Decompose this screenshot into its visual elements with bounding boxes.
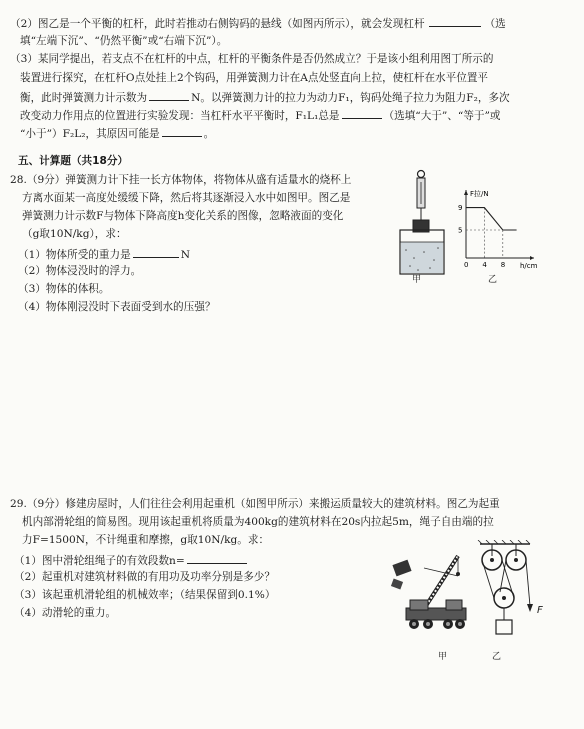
q27-line2: 填“左端下沉”、“仍然平衡”或“右端下沉”）。 <box>20 35 228 47</box>
x-tick-label: 8 <box>500 261 506 269</box>
answer-blank[interactable] <box>429 16 481 27</box>
answer-blank[interactable] <box>133 247 179 258</box>
q28-sub2: （2）物体浸没时的浮力。 <box>18 265 142 277</box>
q27-line5: 衡，此时弹簧测力计示数为 N。以弹簧测力计的拉力为动力F₁，钩码处绳子拉力为阻力F₂，多次 <box>20 92 510 104</box>
x-tick-label: 4 <box>482 261 487 269</box>
crane-figure <box>384 550 476 640</box>
answer-blank[interactable] <box>162 126 202 137</box>
q27-line3: （3）某同学提出，若支点不在杠杆的中点，杠杆的平衡条件是否仍然成立？于是该小组利用图丁所示的 <box>10 53 494 65</box>
fig-label-jia-crane: 甲 <box>438 652 448 662</box>
q28-line3: 弹簧测力计示数F与物体下降高度h变化关系的图像，忽略液面的变化 <box>22 210 344 222</box>
answer-blank[interactable] <box>187 553 247 564</box>
x-axis-label: h/cm <box>520 262 538 270</box>
q29-sub1: （1）图中滑轮组绳子的有效段数n= <box>14 553 247 568</box>
fig-label-yi: 乙 <box>488 275 498 285</box>
fig-label-jia: 甲 <box>412 275 422 285</box>
y-axis-label: F拉/N <box>470 190 489 198</box>
q29-line3: 力F=1500N，不计绳重和摩擦，g取10N/kg。求： <box>22 534 270 546</box>
building-material-block <box>496 620 512 634</box>
q27-line6: 改变动力作用点的位置进行实验发现：当杠杆水平平衡时，F₁L₁总是 （选填“大于”、“等于”或 <box>20 110 501 122</box>
q29-line2: 机内部滑轮组的简易图。现用该起重机将质量为400kg的建筑材料在20s内拉起5m，绳子自由端的拉 <box>22 516 494 528</box>
fig-label-yi-pulley: 乙 <box>492 652 502 662</box>
q28-sub1: （1）物体所受的重力是 N <box>18 249 190 261</box>
q29-sub3: （3）该起重机滑轮组的机械效率；（结果保留到0.1%） <box>14 589 276 601</box>
q27-line4: 装置进行探究，在杠杆O点处挂上2个钩码，用弹簧测力计在A点处竖直向上拉，使杠杆在水平位置平 <box>20 72 489 84</box>
x-tick-label: 0 <box>464 261 469 269</box>
y-tick-label: 5 <box>458 226 463 235</box>
answer-blank[interactable] <box>342 108 382 119</box>
q28-sub3: （3）物体的体积。 <box>18 283 110 295</box>
q27-line1: （2）图乙是一个平衡的杠杆，此时若推动右侧钩码的悬线（如图丙所示），就会发现杠杆 （选 <box>10 18 506 30</box>
q28-line2: 方离水面某一高度处缓缓下降，然后将其逐渐浸入水中如图甲。图乙是 <box>22 192 351 204</box>
series-line <box>466 208 517 230</box>
y-tick-label: 9 <box>458 204 463 213</box>
q28-line1: 28.（9分）弹簧测力计下挂一长方体物体，将物体从盛有适量水的烧杯上 <box>10 174 352 186</box>
q28-sub4: （4）物体刚浸没时下表面受到水的压强？ <box>18 301 216 313</box>
q28-line4: （g取10N/kg），求： <box>22 228 127 240</box>
pulley-block-figure <box>472 540 552 645</box>
q29-sub2: （2）起重机对建筑材料做的有用功及功率分别是多少？ <box>14 571 275 583</box>
section-title: 五、计算题（共18分） <box>18 155 129 167</box>
answer-blank[interactable] <box>149 90 189 101</box>
q29-sub4: （4）动滑轮的重力。 <box>14 607 117 619</box>
q27-line7: “小于”）F₂L₂，其原因可能是 。 <box>20 128 215 140</box>
force-label-f: F <box>537 605 543 616</box>
q29-line1: 29.（9分）修建房屋时，人们往往会利用起重机（如图甲所示）来搬运质量较大的建筑材料。图乙为起重 <box>10 498 500 510</box>
force-height-graph <box>448 186 538 272</box>
